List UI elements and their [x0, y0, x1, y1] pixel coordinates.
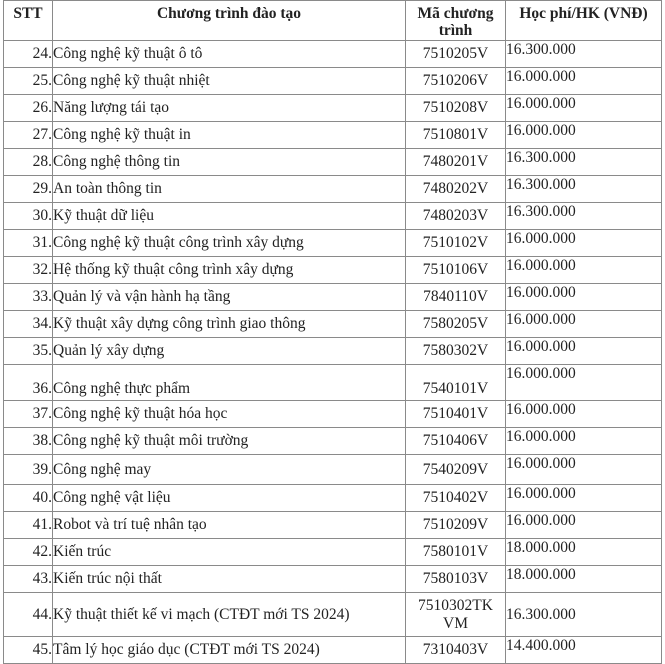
tuition-fee-table: [3, 0, 662, 664]
table-row: [4, 203, 662, 230]
cell-stt: 34.: [4, 311, 53, 338]
table-row: [4, 176, 662, 203]
cell-fee: 16.300.000: [506, 149, 662, 176]
cell-program: Kỹ thuật dữ liệu: [53, 203, 406, 230]
cell-stt: 40.: [4, 485, 53, 512]
table-row: [4, 257, 662, 284]
table-row: [4, 455, 662, 485]
cell-program: Công nghệ thực phẩm: [53, 365, 406, 401]
cell-stt: 27.: [4, 122, 53, 149]
cell-stt: 44.: [4, 593, 53, 637]
table-row: [4, 566, 662, 593]
cell-program: Kỹ thuật xây dựng công trình giao thông: [53, 311, 406, 338]
table-row: [4, 365, 662, 401]
header-stt: STT: [4, 1, 53, 41]
cell-code: 7840110V: [406, 284, 506, 311]
cell-fee: 16.300.000: [506, 593, 662, 637]
table-row: [4, 485, 662, 512]
cell-code: 7580205V: [406, 311, 506, 338]
cell-fee: 16.000.000: [506, 95, 662, 122]
cell-stt: 28.: [4, 149, 53, 176]
header-code: [406, 1, 506, 41]
cell-program: Công nghệ kỹ thuật công trình xây dựng: [53, 230, 406, 257]
cell-code: 7510206V: [406, 68, 506, 95]
cell-fee: 16.000.000: [506, 455, 662, 485]
table-row: [4, 95, 662, 122]
cell-fee: 16.000.000: [506, 68, 662, 95]
cell-code: 7510208V: [406, 95, 506, 122]
cell-fee: 18.000.000: [506, 539, 662, 566]
cell-stt: 41.: [4, 512, 53, 539]
table-row: [4, 230, 662, 257]
cell-program: Công nghệ vật liệu: [53, 485, 406, 512]
cell-stt: 32.: [4, 257, 53, 284]
cell-code: 7510102V: [406, 230, 506, 257]
cell-code: 7580302V: [406, 338, 506, 365]
cell-fee: 16.300.000: [506, 203, 662, 230]
cell-fee: 16.000.000: [506, 257, 662, 284]
cell-program: Kỹ thuật thiết kế vi mạch (CTĐT mới TS 2024): [53, 593, 406, 637]
cell-program: Năng lượng tái tạo: [53, 95, 406, 122]
cell-fee: 16.000.000: [506, 311, 662, 338]
cell-program: Công nghệ may: [53, 455, 406, 485]
cell-code: 7510209V: [406, 512, 506, 539]
cell-stt: 25.: [4, 68, 53, 95]
table-row: [4, 338, 662, 365]
cell-fee: 16.000.000: [506, 512, 662, 539]
cell-code: 7480202V: [406, 176, 506, 203]
cell-code: 7510402V: [406, 485, 506, 512]
cell-stt: 36.: [4, 365, 53, 401]
cell-program: Quản lý và vận hành hạ tầng: [53, 284, 406, 311]
cell-stt: 37.: [4, 401, 53, 428]
cell-code: 7480201V: [406, 149, 506, 176]
cell-code: 7510406V: [406, 428, 506, 455]
table-row: [4, 637, 662, 664]
cell-fee: 16.000.000: [506, 284, 662, 311]
cell-program: Robot và trí tuệ nhân tạo: [53, 512, 406, 539]
cell-fee: 18.000.000: [506, 566, 662, 593]
cell-code: 7510205V: [406, 41, 506, 68]
cell-code: 7510106V: [406, 257, 506, 284]
cell-program: Tâm lý học giáo dục (CTĐT mới TS 2024): [53, 637, 406, 664]
table-row: [4, 68, 662, 95]
table-row: [4, 41, 662, 68]
cell-fee: 14.400.000: [506, 637, 662, 664]
cell-program: Hệ thống kỹ thuật công trình xây dựng: [53, 257, 406, 284]
cell-code: 7580103V: [406, 566, 506, 593]
cell-stt: 31.: [4, 230, 53, 257]
cell-fee: 16.000.000: [506, 428, 662, 455]
table-row: [4, 149, 662, 176]
cell-code: 7510302TK VM: [406, 593, 506, 637]
cell-stt: 26.: [4, 95, 53, 122]
cell-fee: 16.000.000: [506, 485, 662, 512]
cell-fee: 16.000.000: [506, 230, 662, 257]
cell-code: 7480203V: [406, 203, 506, 230]
header-code-label: Mã chương trình: [417, 5, 494, 40]
cell-fee: 16.000.000: [506, 401, 662, 428]
table-header-row: [4, 1, 662, 41]
cell-stt: 30.: [4, 203, 53, 230]
cell-program: An toàn thông tin: [53, 176, 406, 203]
cell-program: Quản lý xây dựng: [53, 338, 406, 365]
table-row: [4, 428, 662, 455]
cell-program: Công nghệ kỹ thuật in: [53, 122, 406, 149]
cell-code: 7510801V: [406, 122, 506, 149]
cell-program: Kiến trúc nội thất: [53, 566, 406, 593]
cell-stt: 43.: [4, 566, 53, 593]
cell-fee: 16.000.000: [506, 338, 662, 365]
cell-program: Kiến trúc: [53, 539, 406, 566]
table-row: [4, 284, 662, 311]
cell-program: Công nghệ kỹ thuật hóa học: [53, 401, 406, 428]
cell-stt: 38.: [4, 428, 53, 455]
header-fee: Học phí/HK (VNĐ): [506, 1, 662, 41]
cell-code: 7580101V: [406, 539, 506, 566]
cell-stt: 45.: [4, 637, 53, 664]
table-row: [4, 539, 662, 566]
cell-code: 7540101V: [406, 365, 506, 401]
table-row: [4, 311, 662, 338]
cell-code: 7540209V: [406, 455, 506, 485]
header-program: Chương trình đào tạo: [53, 1, 406, 41]
cell-code: 7510401V: [406, 401, 506, 428]
cell-stt: 33.: [4, 284, 53, 311]
cell-program: Công nghệ kỹ thuật ô tô: [53, 41, 406, 68]
cell-program: Công nghệ kỹ thuật nhiệt: [53, 68, 406, 95]
table-row: [4, 512, 662, 539]
cell-stt: 29.: [4, 176, 53, 203]
cell-stt: 39.: [4, 455, 53, 485]
cell-stt: 24.: [4, 41, 53, 68]
table-row: [4, 122, 662, 149]
cell-code: 7310403V: [406, 637, 506, 664]
cell-fee: 16.300.000: [506, 176, 662, 203]
cell-stt: 42.: [4, 539, 53, 566]
cell-stt: 35.: [4, 338, 53, 365]
cell-fee: 16.000.000: [506, 122, 662, 149]
cell-program: Công nghệ kỹ thuật môi trường: [53, 428, 406, 455]
table-row: [4, 401, 662, 428]
table-row: [4, 593, 662, 637]
cell-fee: 16.300.000: [506, 41, 662, 68]
cell-program: Công nghệ thông tin: [53, 149, 406, 176]
cell-fee: 16.000.000: [506, 365, 662, 401]
